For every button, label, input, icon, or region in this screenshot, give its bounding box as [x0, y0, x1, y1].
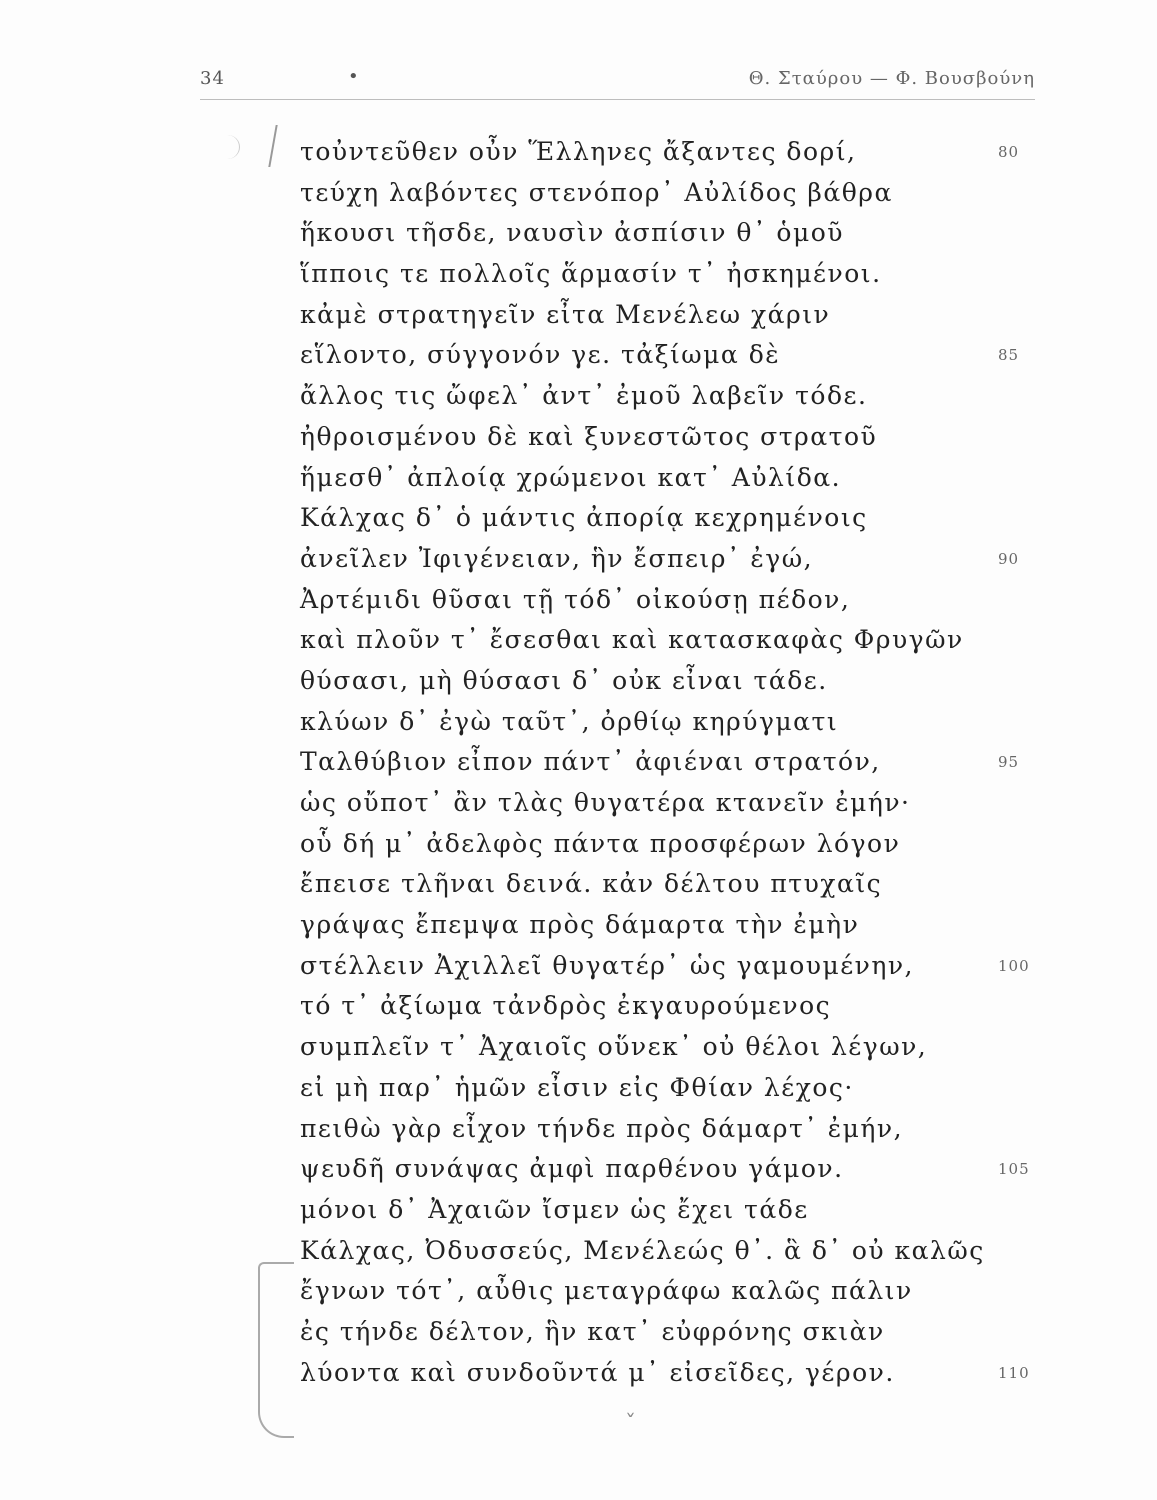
- line-number: 100: [998, 956, 1030, 975]
- verse-line: [300, 539, 1040, 580]
- verse-line: [300, 1027, 1040, 1068]
- verse-text: ἔγνων τότ᾽, αὖθις μεταγράφω καλῶς πάλιν: [300, 1276, 913, 1306]
- verse-line: [300, 1190, 1040, 1231]
- verse-text: εἰ μὴ παρ᾽ ἡμῶν εἶσιν εἰς Φθίαν λέχος·: [300, 1072, 854, 1102]
- header-dot: •: [348, 66, 359, 87]
- verse-line: [300, 498, 1040, 539]
- verse-text: ἄλλος τις ὤφελ᾽ ἀντ᾽ ἐμοῦ λαβεῖν τόδε.: [300, 381, 868, 411]
- verse-text: πειθὼ γὰρ εἶχον τήνδε πρὸς δάμαρτ᾽ ἐμήν,: [300, 1113, 904, 1143]
- verse-text: ἥμεσθ᾽ ἀπλοίᾳ χρώμενοι κατ᾽ Αὐλίδα.: [300, 462, 842, 492]
- verse-line: [300, 335, 1040, 376]
- verse-text: γράψας ἔπεμψα πρὸς δάμαρτα τὴν ἐμὴν: [300, 910, 860, 940]
- verse-line: [300, 580, 1040, 621]
- verse-text: ψευδῆ συνάψας ἀμφὶ παρθένου γάμον.: [300, 1154, 844, 1184]
- verse-line: [300, 1149, 1040, 1190]
- verse-text: τό τ᾽ ἀξίωμα τἀνδρὸς ἐκγαυρούμενος: [300, 991, 832, 1021]
- verse-text: καὶ πλοῦν τ᾽ ἔσεσθαι καὶ κατασκαφὰς Φρυγῶν: [300, 625, 964, 655]
- verse-line: [300, 1109, 1040, 1150]
- verse-line: [300, 1231, 1040, 1272]
- verse-line: [300, 783, 1040, 824]
- line-number: 105: [998, 1160, 1030, 1179]
- verse-line: [300, 742, 1040, 783]
- verse-line: [300, 864, 1040, 905]
- line-number: 85: [998, 346, 1020, 365]
- verse-text: στέλλειν Ἀχιλλεῖ θυγατέρ᾽ ὡς γαμουμένην,: [300, 950, 915, 980]
- verse-line: [300, 376, 1040, 417]
- pencil-bracket-bottom: [258, 1262, 294, 1438]
- page-number: 34: [200, 68, 225, 89]
- verse-line: [300, 1271, 1040, 1312]
- verse-text: ἔπεισε τλῆναι δεινά. κἀν δέλτου πτυχαῖς: [300, 869, 883, 899]
- verse-line: [300, 295, 1040, 336]
- verse-text: ἥκουσι τῆσδε, ναυσὶν ἀσπίσιν θ᾽ ὁμοῦ: [300, 218, 844, 248]
- verse-line: [300, 1312, 1040, 1353]
- line-number: 80: [998, 143, 1020, 161]
- verse-line: [300, 946, 1040, 987]
- verse-text: ἐς τήνδε δέλτον, ἣν κατ᾽ εὐφρόνης σκιὰν: [300, 1316, 885, 1346]
- verse-line: [300, 458, 1040, 499]
- line-number: 90: [998, 549, 1020, 568]
- verse-line: [300, 620, 1040, 661]
- running-head: Θ. Σταύρου — Φ. Βουσβούνη: [748, 68, 1035, 89]
- verse-text: Ταλθύβιον εἶπον πάντ᾽ ἀφιέναι στρατόν,: [300, 747, 881, 777]
- verse-block: [300, 132, 1040, 1393]
- verse-line: [300, 213, 1040, 254]
- line-number: 110: [998, 1363, 1030, 1382]
- verse-line: [300, 417, 1040, 458]
- verse-text: Ἀρτέμιδι θῦσαι τῇ τόδ᾽ οἰκούσῃ πέδον,: [300, 584, 851, 614]
- verse-line: [300, 986, 1040, 1027]
- verse-text: συμπλεῖν τ᾽ Ἀχαιοῖς οὕνεκ᾽ οὐ θέλοι λέγων,: [300, 1032, 928, 1062]
- verse-text: ἠθροισμένου δὲ καὶ ξυνεστῶτος στρατοῦ: [300, 421, 878, 451]
- verse-text: οὗ δή μ᾽ ἀδελφὸς πάντα προσφέρων λόγον: [300, 828, 901, 858]
- verse-text: Κάλχας δ᾽ ὁ μάντις ἀπορίᾳ κεχρημένοις: [300, 503, 868, 533]
- verse-text: κλύων δ᾽ ἐγὼ ταῦτ᾽, ὀρθίῳ κηρύγματι: [300, 706, 839, 736]
- verse-text: θύσασι, μὴ θύσασι δ᾽ οὐκ εἶναι τάδε.: [300, 665, 828, 695]
- verse-text: Κάλχας, Ὀδυσσεύς, Μενέλεώς θ᾽. ἃ δ᾽ οὐ καλῶς: [300, 1235, 985, 1265]
- verse-text: λύοντα καὶ συνδοῦντά μ᾽ εἰσεῖδες, γέρον.: [300, 1357, 895, 1387]
- verse-text: κἀμὲ στρατηγεῖν εἶτα Μενέλεω χάριν: [300, 299, 831, 329]
- verse-line: [300, 254, 1040, 295]
- verse-line: [300, 132, 1040, 173]
- verse-text: ἵπποις τε πολλοῖς ἅρμασίν τ᾽ ἠσκημένοι.: [300, 259, 882, 289]
- verse-line: [300, 661, 1040, 702]
- verse-line: [300, 702, 1040, 743]
- header-rule: [200, 99, 1035, 100]
- verse-text: ὡς οὔποτ᾽ ἂν τλὰς θυγατέρα κτανεῖν ἐμήν·: [300, 788, 911, 817]
- verse-line: [300, 173, 1040, 214]
- pencil-bracket-top: [268, 125, 291, 167]
- verse-line: [300, 1353, 1040, 1394]
- verse-text: εἵλοντο, σύγγονόν γε. τἀξίωμα δὲ: [300, 340, 781, 370]
- verse-line: [300, 905, 1040, 946]
- line-number: 95: [998, 753, 1020, 772]
- verse-line: [300, 824, 1040, 865]
- page-header: [200, 64, 1035, 98]
- verse-line: [300, 1068, 1040, 1109]
- verse-text: ἀνεῖλεν Ἰφιγένειαν, ἣν ἔσπειρ᾽ ἐγώ,: [300, 543, 814, 573]
- verse-text: τοὐντεῦθεν οὖν Ἕλληνες ἄξαντες δορί,: [300, 137, 857, 166]
- margin-pencil-mark: [215, 135, 240, 159]
- verse-text: μόνοι δ᾽ Ἀχαιῶν ἴσμεν ὡς ἔχει τάδε: [300, 1194, 809, 1224]
- verse-text: τεύχη λαβόντες στενόπορ᾽ Αὐλίδος βάθρα: [300, 177, 893, 207]
- pencil-tick-mark: ˇ: [625, 1412, 636, 1437]
